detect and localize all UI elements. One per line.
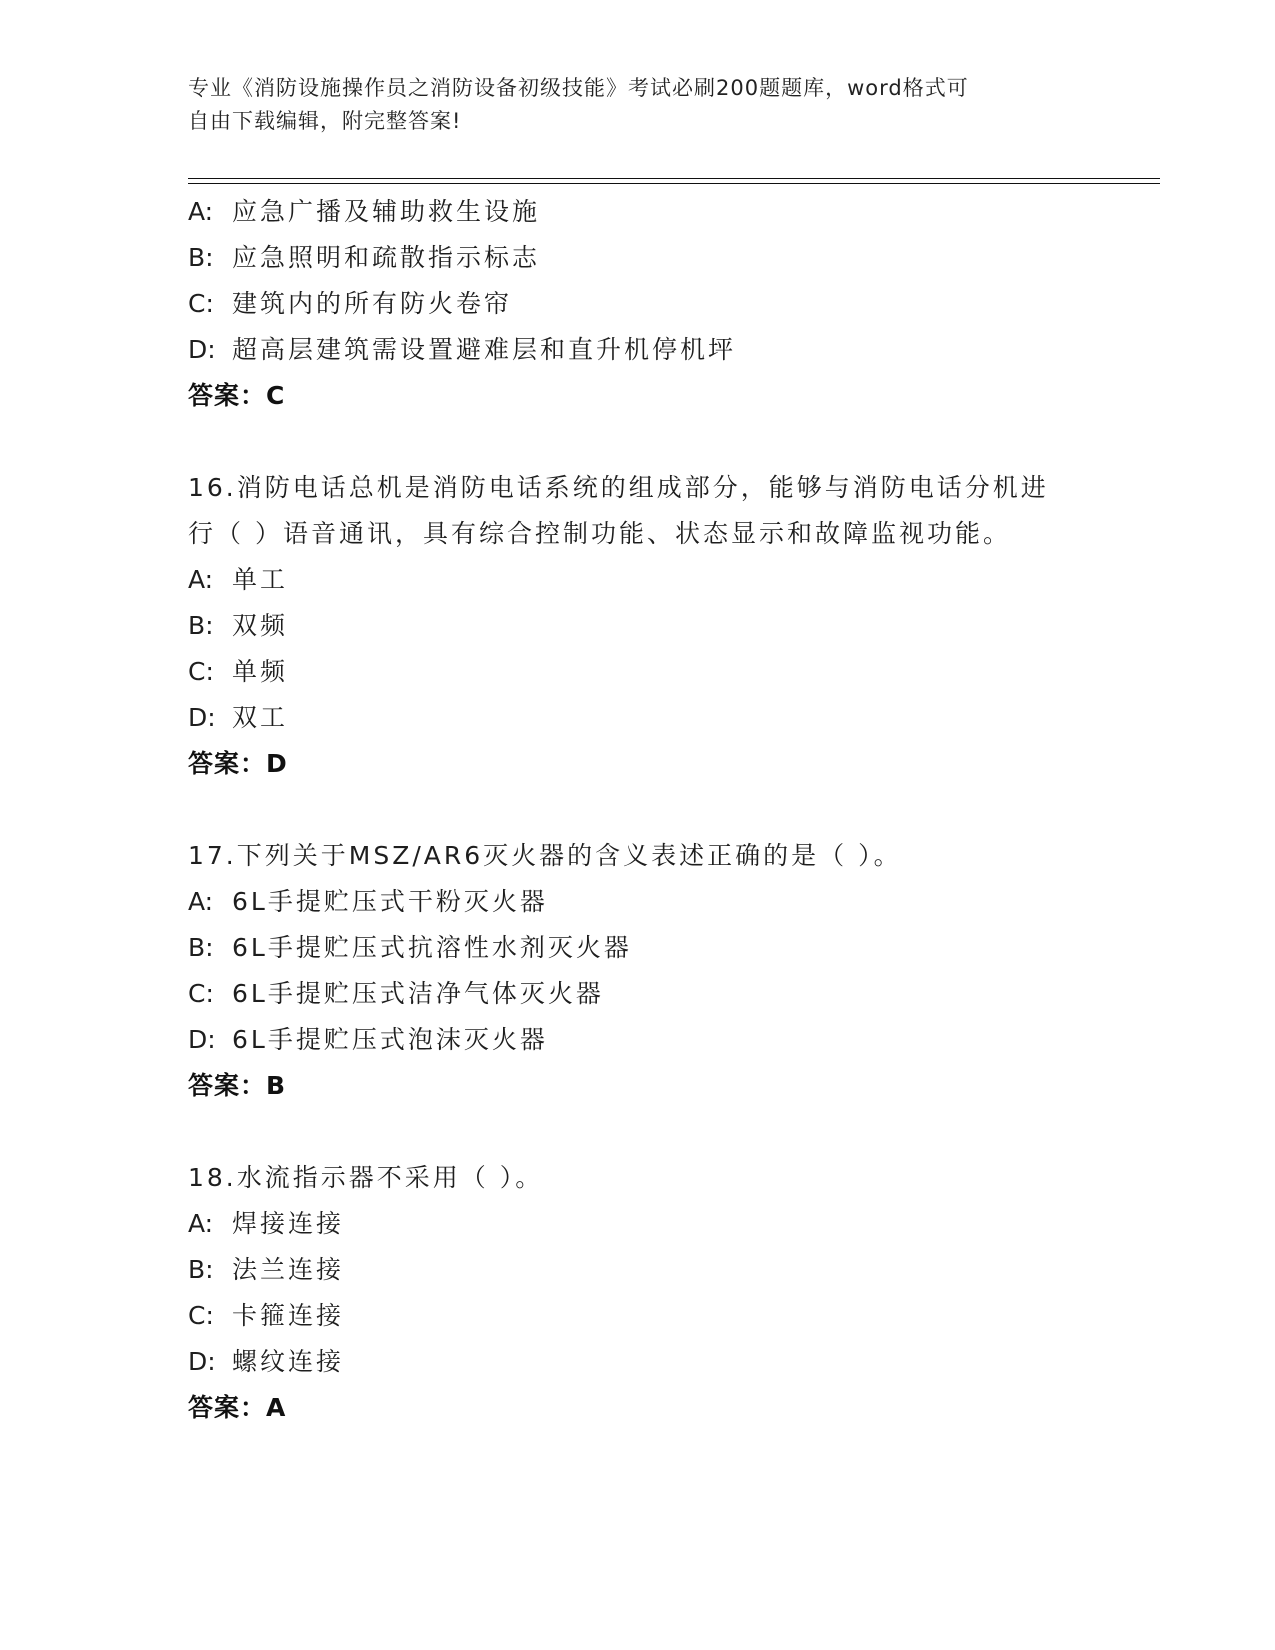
option-text: 双工 <box>232 703 289 732</box>
document-header <box>188 72 1088 138</box>
option-key: C: <box>188 657 214 686</box>
header-divider-top <box>188 178 1160 179</box>
option-a <box>188 879 1088 925</box>
question-stem: 16.消防电话总机是消防电话系统的组成部分，能够与消防电话分机进 <box>188 473 1049 502</box>
option-key: C: <box>188 979 214 1008</box>
option-key: A: <box>188 1209 214 1238</box>
answer-label: 答案：A <box>188 1393 287 1422</box>
option-key: A: <box>188 197 214 226</box>
answer-label: 答案：C <box>188 381 286 410</box>
option-c <box>188 649 1088 695</box>
option-key: B: <box>188 933 214 962</box>
option-b <box>188 235 1088 281</box>
option-key: C: <box>188 1301 214 1330</box>
option-key: B: <box>188 611 214 640</box>
option-key: B: <box>188 1255 214 1284</box>
option-d <box>188 1339 1088 1385</box>
option-text: 6L手提贮压式泡沫灭火器 <box>232 1025 548 1054</box>
option-key: D: <box>188 335 216 364</box>
option-c <box>188 971 1088 1017</box>
option-d <box>188 695 1088 741</box>
spacer <box>188 419 1088 465</box>
option-text: 6L手提贮压式抗溶性水剂灭火器 <box>232 933 632 962</box>
option-key: D: <box>188 1025 216 1054</box>
option-b <box>188 1247 1088 1293</box>
option-text: 焊接连接 <box>232 1209 345 1238</box>
question-stem: 17.下列关于MSZ/AR6灭火器的含义表述正确的是（ ）。 <box>188 841 902 870</box>
option-key: A: <box>188 887 214 916</box>
question-stem: 18.水流指示器不采用（ ）。 <box>188 1163 544 1192</box>
option-d <box>188 1017 1088 1063</box>
option-text: 单频 <box>232 657 289 686</box>
option-text: 单工 <box>232 565 289 594</box>
option-text: 6L手提贮压式干粉灭火器 <box>232 887 548 916</box>
option-key: C: <box>188 289 214 318</box>
option-text: 卡箍连接 <box>232 1301 345 1330</box>
header-line-1: 专业《消防设施操作员之消防设备初级技能》考试必刷200题题库，word格式可 <box>188 76 969 100</box>
spacer <box>188 787 1088 833</box>
option-text: 螺纹连接 <box>232 1347 345 1376</box>
option-d <box>188 327 1088 373</box>
option-a <box>188 189 1088 235</box>
question-content <box>188 189 1088 1431</box>
option-a <box>188 557 1088 603</box>
option-b <box>188 603 1088 649</box>
header-divider-bottom <box>188 183 1160 184</box>
answer-label: 答案：B <box>188 1071 287 1100</box>
option-text: 超高层建筑需设置避难层和直升机停机坪 <box>232 335 737 364</box>
answer-label: 答案：D <box>188 749 288 778</box>
option-text: 法兰连接 <box>232 1255 345 1284</box>
option-a <box>188 1201 1088 1247</box>
option-text: 双频 <box>232 611 289 640</box>
option-key: B: <box>188 243 214 272</box>
question-block-17 <box>188 833 1088 1109</box>
option-text: 应急照明和疏散指示标志 <box>232 243 541 272</box>
option-text: 建筑内的所有防火卷帘 <box>232 289 513 318</box>
option-text: 应急广播及辅助救生设施 <box>232 197 541 226</box>
option-key: A: <box>188 565 214 594</box>
question-stem-continued: 行（ ）语音通讯，具有综合控制功能、状态显示和故障监视功能。 <box>188 519 1011 548</box>
option-text: 6L手提贮压式洁净气体灭火器 <box>232 979 604 1008</box>
question-block-16 <box>188 465 1088 787</box>
option-c <box>188 1293 1088 1339</box>
header-line-2: 自由下载编辑，附完整答案! <box>188 109 462 133</box>
option-b <box>188 925 1088 971</box>
question-block-18 <box>188 1155 1088 1431</box>
option-c <box>188 281 1088 327</box>
option-key: D: <box>188 1347 216 1376</box>
spacer <box>188 1109 1088 1155</box>
question-block-15 <box>188 189 1088 419</box>
option-key: D: <box>188 703 216 732</box>
